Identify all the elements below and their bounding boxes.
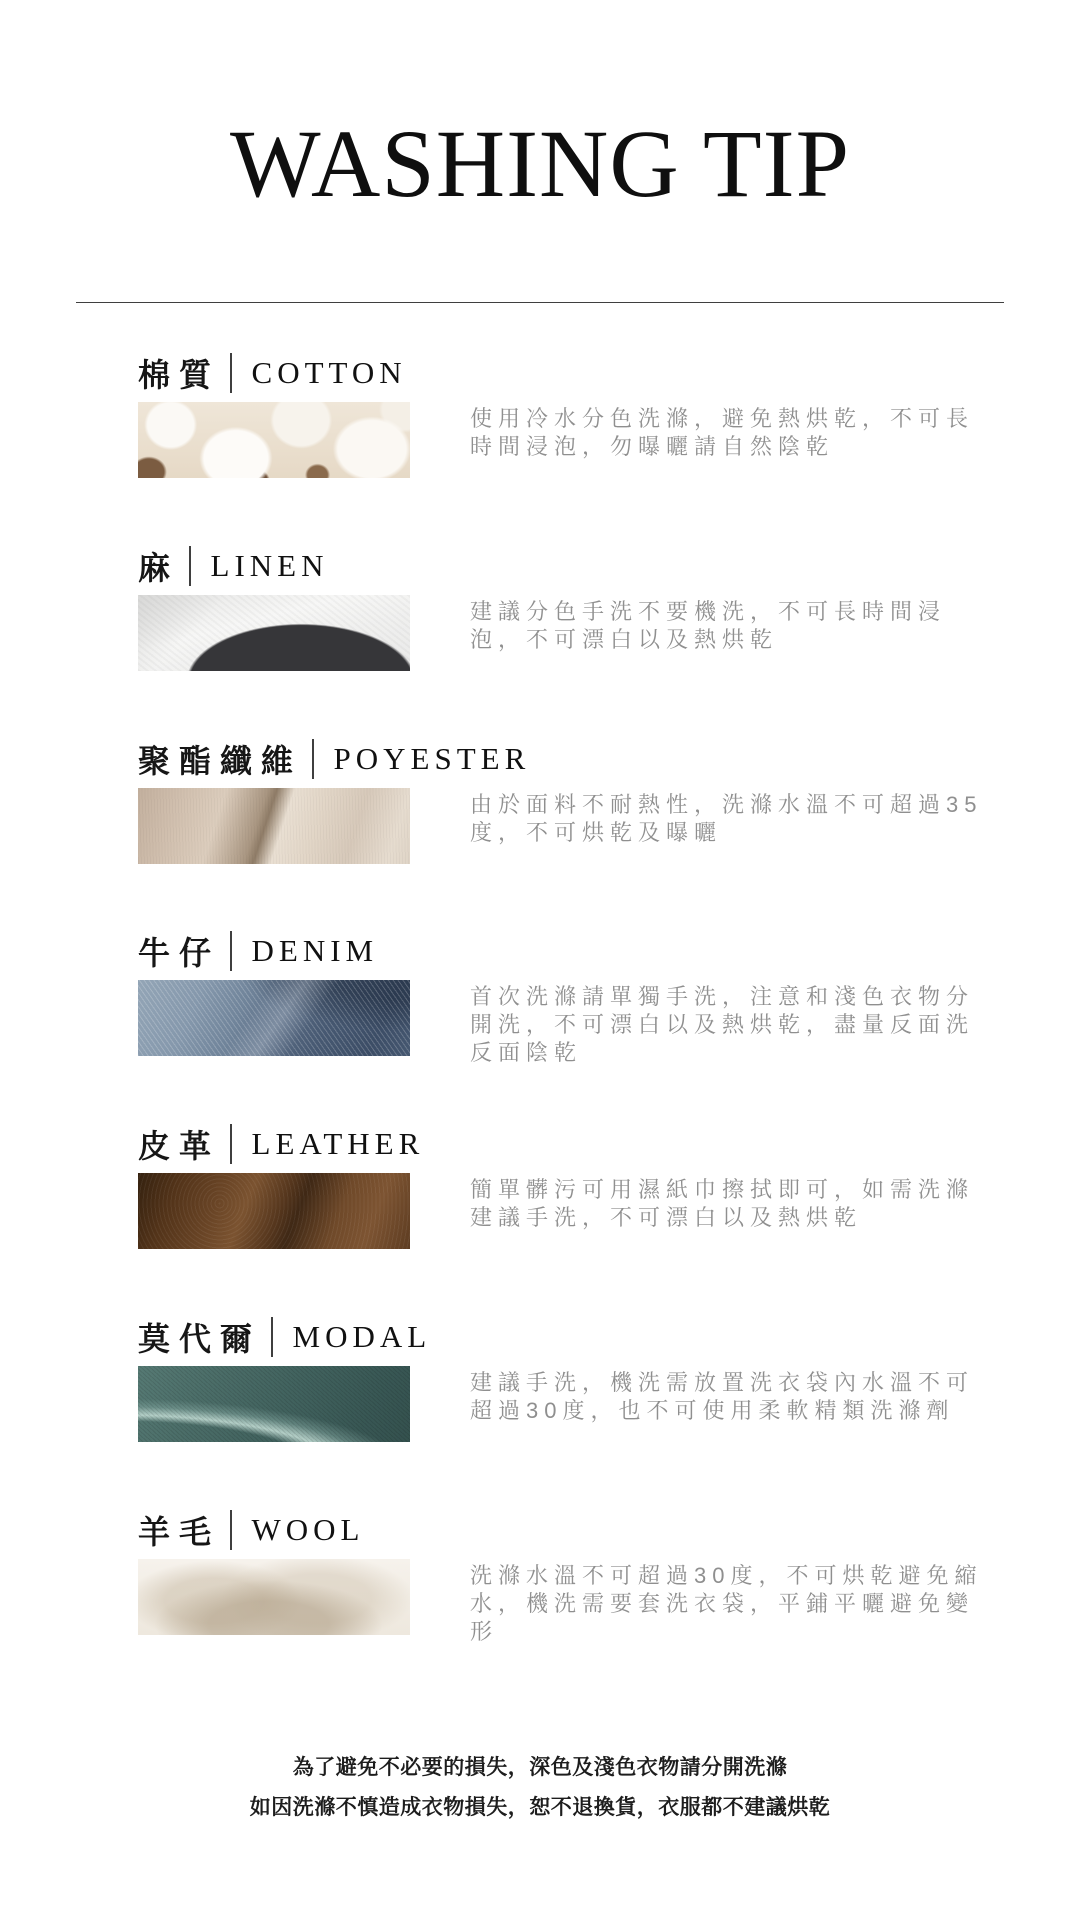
polyester-fabric-image [138, 788, 410, 864]
desc-line: 度，不可烘乾及曝曬 [470, 820, 723, 845]
fabric-name-zh: 棉質 [138, 357, 221, 393]
desc-line: 建議分色手洗不要機洗，不可長時間浸 [470, 599, 947, 624]
title-divider-line [76, 302, 1004, 303]
modal-fabric-image [138, 1366, 410, 1442]
heading-separator-bar [230, 1510, 232, 1550]
leather-fabric-image [138, 1173, 410, 1249]
cotton-fabric-image [138, 402, 410, 478]
fabric-name-zh: 羊毛 [138, 1514, 221, 1550]
denim-fabric-image [138, 980, 410, 1056]
section-heading [138, 352, 1008, 394]
desc-line: 泡，不可漂白以及熱烘乾 [470, 627, 779, 652]
desc-line: 使用冷水分色洗滌，避免熱烘乾，不可長 [470, 406, 975, 431]
wool-fabric-image [138, 1559, 410, 1635]
desc-line: 形 [470, 1619, 499, 1644]
care-instructions [470, 598, 990, 654]
desc-line: 時間浸泡，勿曝曬請自然陰乾 [470, 434, 835, 459]
heading-separator-bar [230, 353, 232, 393]
page-title: WASHING TIP [230, 110, 850, 217]
fabric-name-zh: 牛仔 [138, 935, 221, 971]
heading-separator-bar [230, 1124, 232, 1164]
fabric-name-en: LEATHER [251, 1126, 425, 1161]
section-heading [138, 738, 1008, 780]
desc-line: 開洗，不可漂白以及熱烘乾，盡量反面洗 [470, 1012, 975, 1037]
care-instructions [470, 1562, 990, 1646]
care-instructions [470, 983, 990, 1067]
section-polyester [138, 738, 1008, 918]
heading-separator-bar [230, 931, 232, 971]
section-heading [138, 930, 1008, 972]
footer-line: 如因洗滌不慎造成衣物損失，恕不退換貨，衣服都不建議烘乾 [249, 1796, 831, 1819]
fabric-name-zh: 麻 [138, 550, 180, 586]
section-heading [138, 1123, 1008, 1165]
desc-line: 建議手洗，機洗需放置洗衣袋內水溫不可 [470, 1370, 975, 1395]
section-cotton [138, 352, 1008, 532]
care-instructions [470, 791, 990, 847]
fabric-name-en: LINEN [210, 548, 329, 583]
fabric-name-en: COTTON [251, 355, 407, 390]
footer-disclaimer [0, 1748, 1080, 1828]
fabric-name-zh: 聚酯纖維 [138, 743, 303, 779]
desc-line: 反面陰乾 [470, 1040, 583, 1065]
desc-line: 洗滌水溫不可超過30度，不可烘乾避免縮 [470, 1563, 983, 1588]
fabric-name-zh: 皮革 [138, 1128, 221, 1164]
heading-separator-bar [189, 546, 191, 586]
desc-line: 水，機洗需要套洗衣袋，平鋪平曬避免變 [470, 1591, 975, 1616]
desc-line: 由於面料不耐熱性，洗滌水溫不可超過35 [470, 792, 983, 817]
fabric-name-en: DENIM [251, 933, 379, 968]
desc-line: 超過30度，也不可使用柔軟精類洗滌劑 [470, 1398, 955, 1423]
desc-line: 簡單髒污可用濕紙巾擦拭即可，如需洗滌 [470, 1177, 975, 1202]
section-heading [138, 545, 1008, 587]
heading-separator-bar [312, 739, 314, 779]
section-heading [138, 1316, 1008, 1358]
care-instructions [470, 1369, 990, 1425]
fabric-name-en: POYESTER [333, 741, 531, 776]
section-denim [138, 930, 1008, 1110]
footer-line: 為了避免不必要的損失，深色及淺色衣物請分開洗滌 [292, 1756, 788, 1779]
care-instructions [470, 405, 990, 461]
section-modal [138, 1316, 1008, 1496]
section-linen [138, 545, 1008, 725]
section-heading [138, 1509, 1008, 1551]
linen-fabric-image [138, 595, 410, 671]
heading-separator-bar [271, 1317, 273, 1357]
fabric-name-en: MODAL [292, 1319, 432, 1354]
section-leather [138, 1123, 1008, 1303]
fabric-name-zh: 莫代爾 [138, 1321, 262, 1357]
section-wool [138, 1509, 1008, 1689]
care-instructions [470, 1176, 990, 1232]
desc-line: 首次洗滌請單獨手洗，注意和淺色衣物分 [470, 984, 975, 1009]
desc-line: 建議手洗，不可漂白以及熱烘乾 [470, 1205, 863, 1230]
fabric-name-en: WOOL [251, 1512, 365, 1547]
